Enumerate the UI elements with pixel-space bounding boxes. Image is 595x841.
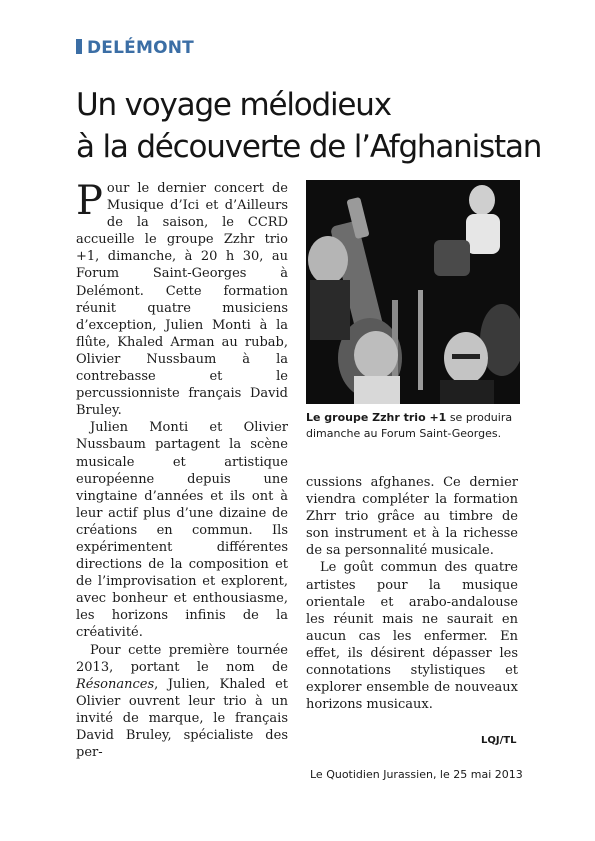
section-marker	[76, 39, 82, 54]
paragraph	[76, 642, 288, 762]
headline-line-1: Un voyage mélodieux	[76, 87, 391, 123]
paragraph-text: Pour cette première tournée 2013, portant le nom de	[76, 642, 288, 675]
headline-line-2: à la découverte de l’Afghanistan	[76, 129, 542, 165]
caption-text: se produira dimanche au Forum Saint-Georges.	[306, 411, 513, 440]
paragraph-text: , Julien, Khaled et Olivier ouvrent leur trio à un invité de marque, le français David Bruley, spécialiste des per-	[76, 676, 288, 761]
paragraph-text: our le dernier concert de Musique d’Ici et d’Ailleurs de la saison, le CCRD accueille le groupe Zzhr trio +1, dimanche, à 20 h 30, au Forum Saint-Georges à Delémont. Cette formation réunit quatre musiciens d’exception, Julien Monti à la flûte, Khaled Arman au rubab, Olivier Nussbaum à la contrebasse et le percussionniste français David Bruley.	[76, 181, 288, 419]
section-label	[76, 38, 194, 58]
headline	[76, 84, 546, 168]
caption-bold: Le groupe Zzhr trio +1	[306, 411, 447, 424]
tour-name: Résonances	[76, 676, 155, 692]
band-photo-illustration	[306, 180, 520, 404]
photo-caption	[306, 410, 526, 441]
article-column-2	[306, 474, 518, 713]
article-column-1	[76, 180, 288, 761]
drop-cap: P	[76, 178, 103, 224]
paragraph	[76, 180, 288, 419]
source-line: Le Quotidien Jurassien, le 25 mai 2013	[310, 768, 523, 781]
paragraph: Julien Monti et Olivier Nussbaum partagent la scène musicale et artistique européenne depuis une vingtaine d’années et ils ont à leur actif plus d’une dizaine de créations en commun. Ils expérimentent différentes directions de la composition et de l’improvisation et explorent, avec bonheur et enthousiasme, les horizons infinis de la créativité.	[76, 420, 288, 641]
paragraph: Le goût commun des quatre artistes pour la musique orientale et arabo-andalouse les réunit mais ne saurait en aucun cas les enfermer. En effet, ils désirent dépasser les connotations stylistiques et explorer ensemble de nouveaux horizons musicaux.	[306, 560, 518, 713]
paragraph: cussions afghanes. Ce dernier viendra compléter la formation Zhrr trio grâce au timbre de son instrument et à la richesse de sa personnalité musicale.	[306, 475, 518, 559]
section-text: DELÉMONT	[87, 38, 194, 58]
author-signature: LQJ/TL	[481, 735, 517, 746]
band-photo	[306, 180, 520, 404]
